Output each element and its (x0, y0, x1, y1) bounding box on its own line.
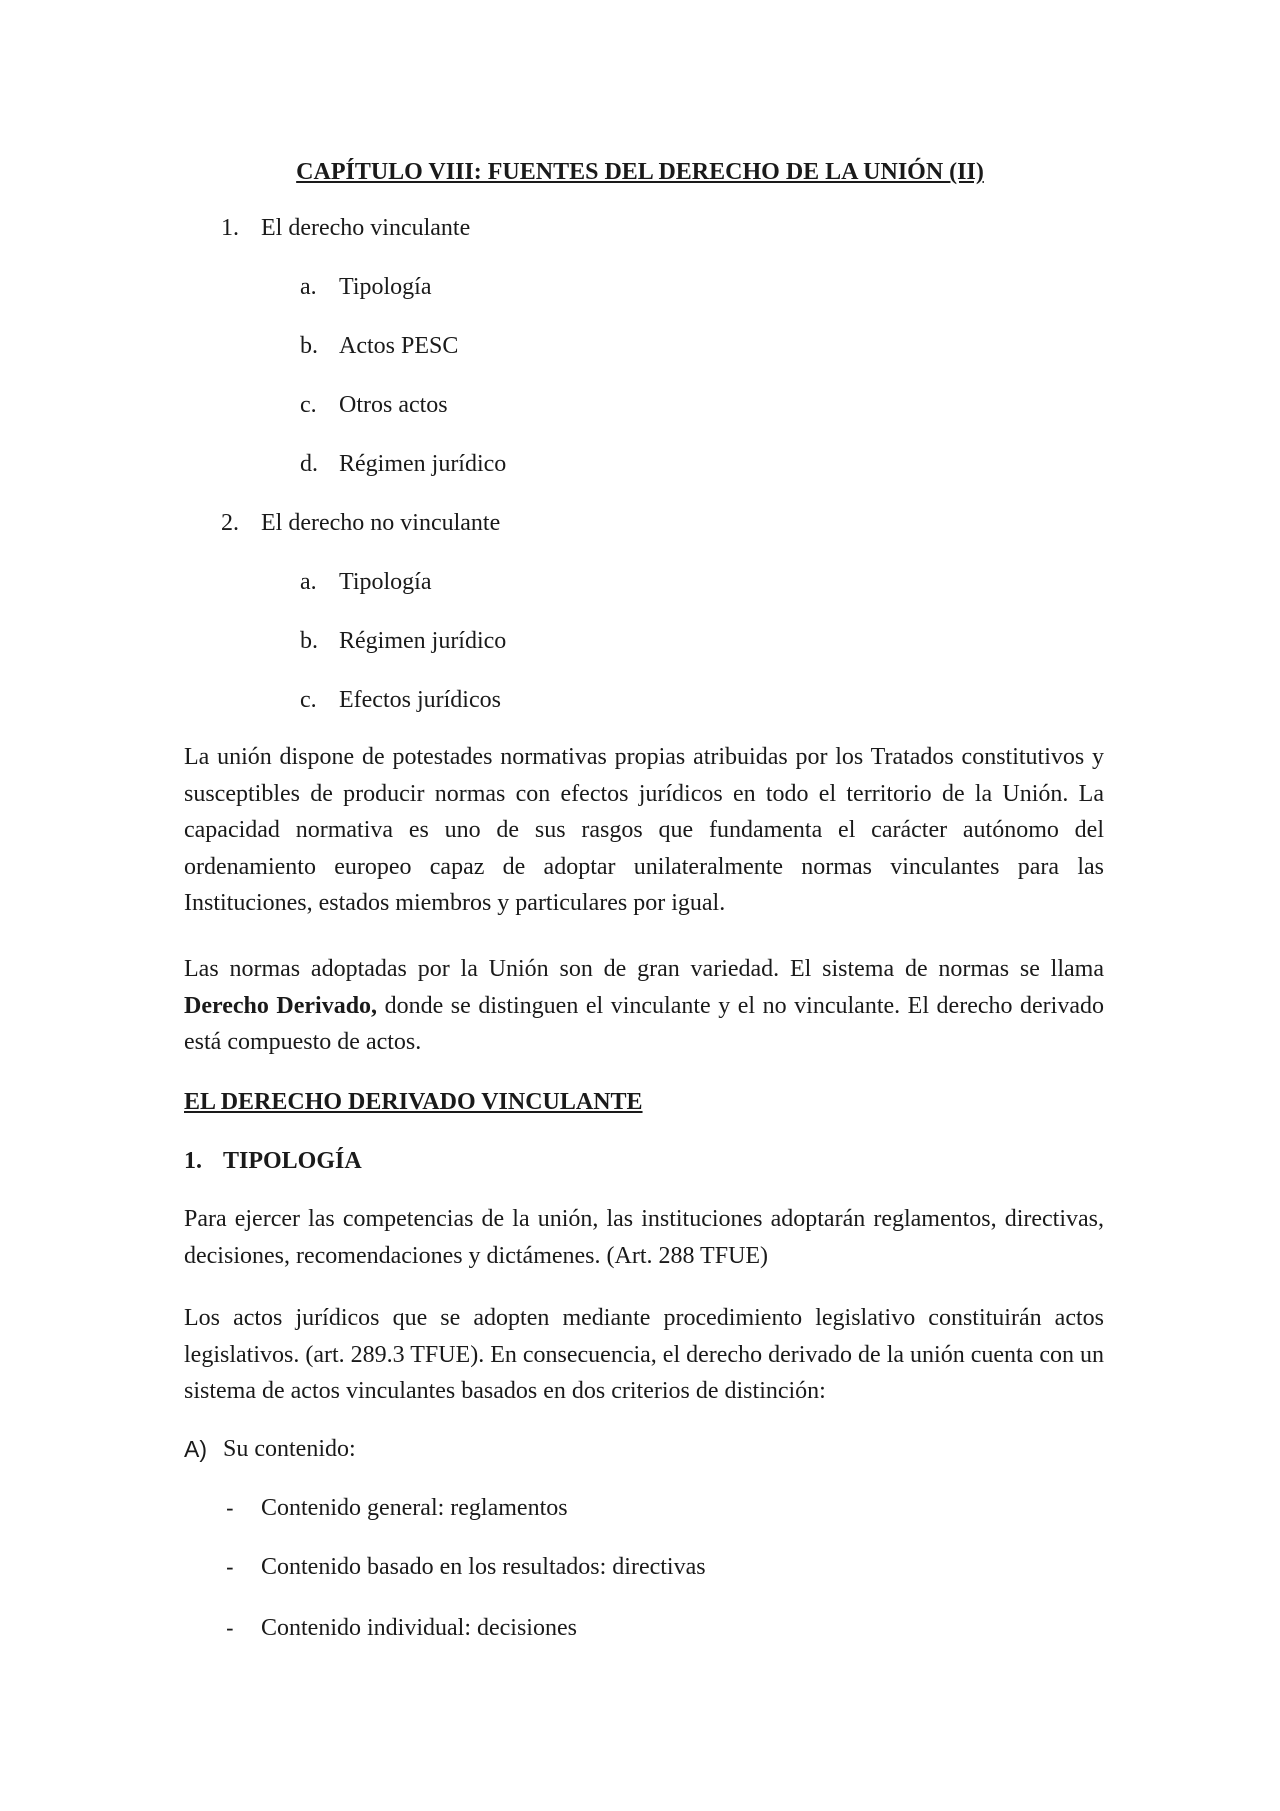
subsection-heading: TIPOLOGÍA (223, 1148, 362, 1174)
outline-subitem: Actos PESC (339, 333, 459, 359)
criterion-text: Su contenido: (223, 1436, 356, 1462)
paragraph-text: donde se distinguen el vinculante y el no vinculante. El derecho derivado está compuesto de actos. (184, 992, 1104, 1055)
outline-number: 2. (221, 510, 239, 536)
outline-subitem: Tipología (339, 274, 432, 300)
outline-subitem: Otros actos (339, 392, 448, 418)
chapter-title: CAPÍTULO VIII: FUENTES DEL DERECHO DE LA UNIÓN (II) (296, 159, 984, 185)
bullet-marker: - (226, 1554, 234, 1580)
outline-subitem: Efectos jurídicos (339, 687, 501, 713)
bullet-marker: - (226, 1615, 234, 1641)
body-paragraph: Los actos jurídicos que se adopten mediante procedimiento legislativo constituirán actos legislativos. (art. 289.3 TFUE). En consecuencia, el derecho derivado de la unión cuenta con un sistema de actos vinculantes basados en dos criterios de distinción: (184, 1305, 1104, 1404)
outline-letter: b. (300, 628, 318, 654)
outline-letter: b. (300, 333, 318, 359)
subsection-number: 1. (184, 1148, 202, 1174)
bullet-item: Contenido basado en los resultados: directivas (261, 1554, 706, 1580)
bullet-item: Contenido individual: decisiones (261, 1615, 577, 1641)
criterion-label: A) (184, 1436, 207, 1462)
outline-subitem: Régimen jurídico (339, 628, 507, 654)
outline-item: El derecho vinculante (261, 215, 471, 241)
outline-item: El derecho no vinculante (261, 510, 501, 536)
paragraph-text: Las normas adoptadas por la Unión son de gran variedad. El sistema de normas se llama (184, 956, 1104, 982)
outline-letter: c. (300, 687, 317, 713)
outline-subitem: Tipología (339, 569, 432, 595)
outline-number: 1. (221, 215, 239, 241)
body-paragraph: Para ejercer las competencias de la unión, las instituciones adoptarán reglamentos, directivas, decisiones, recomendaciones y dictámenes. (Art. 288 TFUE) (184, 1206, 1104, 1269)
bullet-item: Contenido general: reglamentos (261, 1495, 568, 1521)
bold-term: Derecho Derivado, (184, 992, 378, 1019)
outline-letter: a. (300, 274, 317, 300)
outline-letter: a. (300, 569, 317, 595)
outline-letter: d. (300, 451, 318, 477)
body-paragraph: La unión dispone de potestades normativas propias atribuidas por los Tratados constitutivos y susceptibles de producir normas con efectos jurídicos en todo el territorio de la Unión. La capacidad normativa es uno de sus rasgos que fundamenta el carácter autónomo del ordenamiento europeo capaz de adoptar unilateralmente normas vinculantes para las Instituciones, estados miembros y particulares por igual. (184, 744, 1104, 916)
section-heading: EL DERECHO DERIVADO VINCULANTE (184, 1089, 643, 1115)
body-paragraph (184, 951, 1104, 1061)
outline-letter: c. (300, 392, 317, 418)
bullet-marker: - (226, 1495, 234, 1521)
outline-subitem: Régimen jurídico (339, 451, 507, 477)
